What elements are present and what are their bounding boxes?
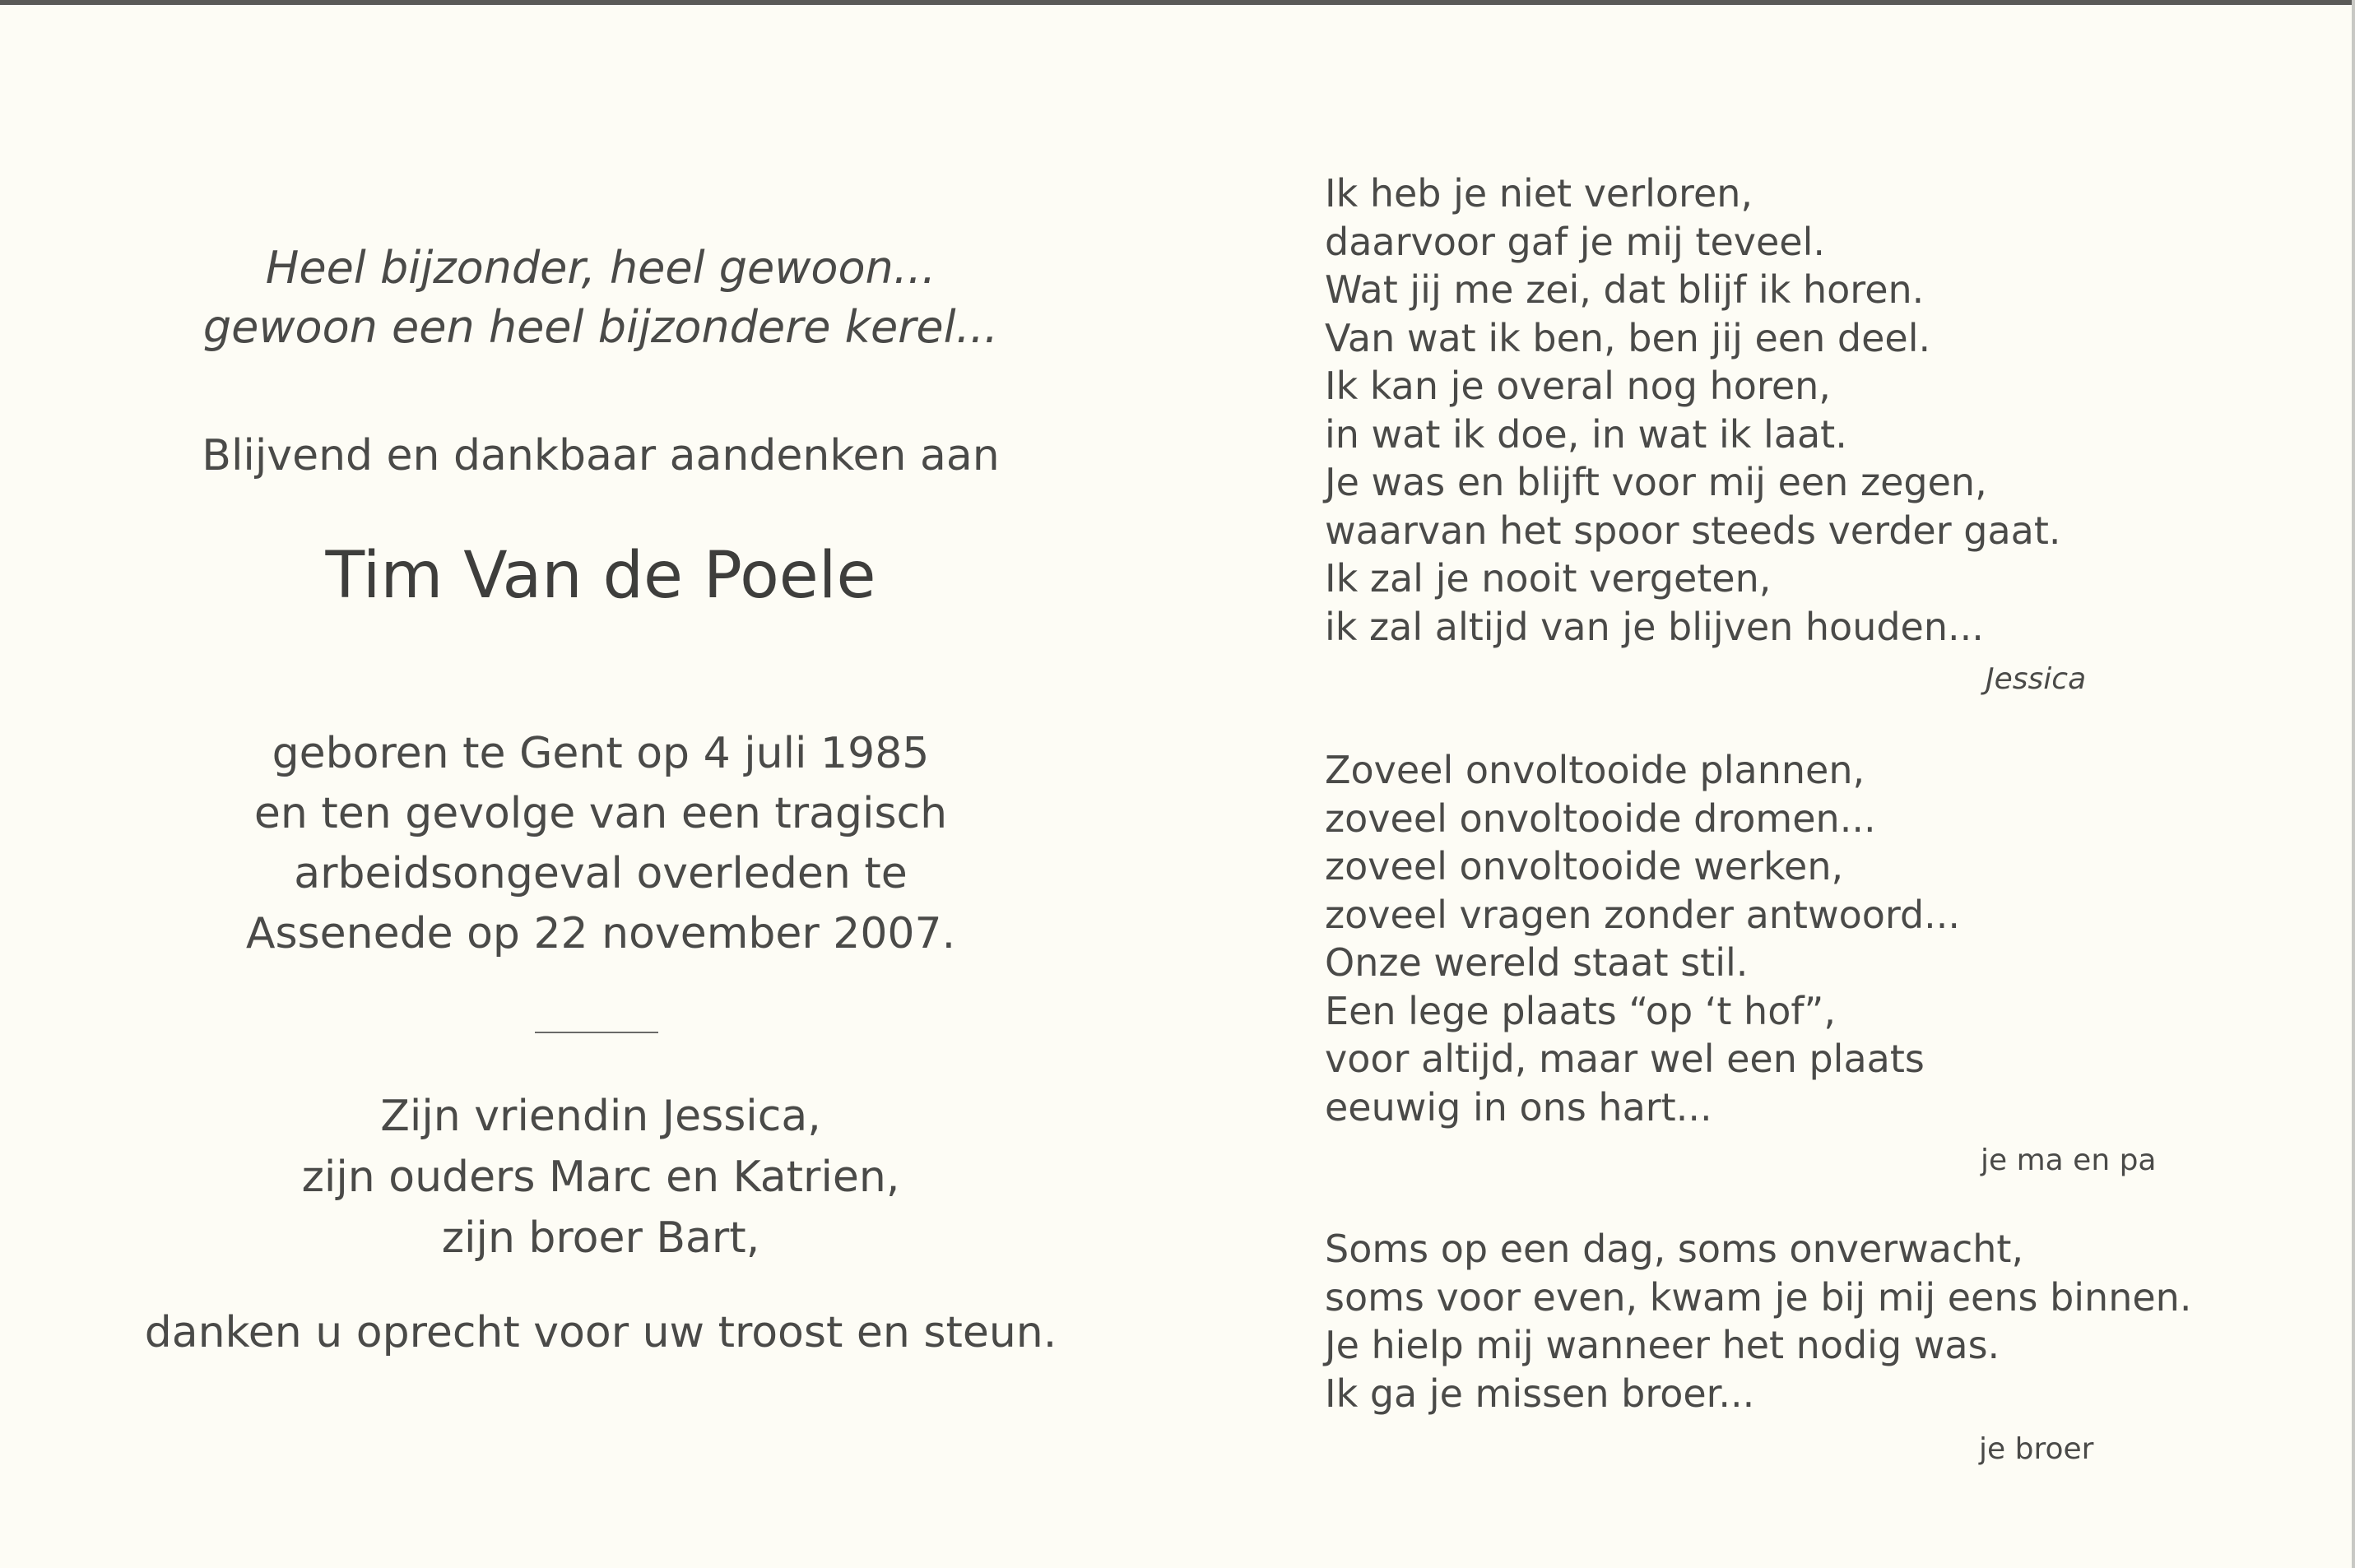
poem-line: Ik kan je overal nog horen, <box>1325 364 1831 408</box>
date-line: geboren te Gent op 4 juli 1985 <box>272 729 930 778</box>
poem-line: Ik zal je nooit vergeten, <box>1325 556 1772 601</box>
date-line: Assenede op 22 november 2007. <box>245 909 956 958</box>
poem-line: zoveel vragen zonder antwoord... <box>1325 892 1961 937</box>
poem-line: Ik ga je missen broer... <box>1325 1371 1755 1416</box>
poem-line: eeuwig in ons hart... <box>1325 1084 1712 1130</box>
family-list <box>132 1086 1070 1269</box>
deceased-name: Tim Van de Poele <box>325 539 876 613</box>
poem-line: Wat jij me zei, dat blijf ik horen. <box>1325 267 1925 312</box>
poem-line: voor altijd, maar wel een plaats <box>1325 1037 1925 1081</box>
poem-line: Zoveel onvoltooide plannen, <box>1325 748 1865 792</box>
right-edge <box>2352 0 2355 1568</box>
poem-line: Ik heb je niet verloren, <box>1325 171 1753 216</box>
poem-line: Je was en blijft voor mij een zegen, <box>1325 460 1987 504</box>
poem-signature: je ma en pa <box>1981 1144 2157 1177</box>
family-line: zijn ouders Marc en Katrien, <box>301 1153 900 1202</box>
poem-signature: Jessica <box>1986 662 2087 696</box>
opening-quote <box>132 239 1070 357</box>
poem-line: Een lege plaats “op ‘t hof”, <box>1325 988 1836 1033</box>
dedication: Blijvend en dankbaar aandenken aan <box>202 431 1000 480</box>
poem-line: Onze wereld staat stil. <box>1325 940 1749 985</box>
birth-death-details <box>132 724 1070 964</box>
poem-jessica <box>1325 169 2230 651</box>
family-line: zijn broer Bart, <box>441 1213 760 1263</box>
poem-line: soms voor even, kwam je bij mij eens binnen. <box>1325 1274 2192 1320</box>
poem-signature: je broer <box>1979 1432 2094 1466</box>
divider <box>535 1032 658 1033</box>
thanks-note: danken u oprecht voor uw troost en steun. <box>144 1308 1057 1357</box>
poem-line: Van wat ik ben, ben jij een deel. <box>1325 315 1931 360</box>
date-line: arbeidsongeval overleden te <box>294 849 908 898</box>
poem-line: Soms op een dag, soms onverwacht, <box>1325 1227 2024 1271</box>
quote-line: Heel bijzonder, heel gewoon... <box>265 242 936 294</box>
poem-brother <box>1325 1225 2230 1417</box>
top-border <box>0 0 2355 5</box>
poem-line: daarvoor gaf je mij teveel. <box>1325 219 1825 264</box>
poem-line: in wat ik doe, in wat ik laat. <box>1325 411 1847 457</box>
family-line: Zijn vriendin Jessica, <box>380 1092 821 1141</box>
poem-parents <box>1325 746 2230 1131</box>
quote-line: gewoon een heel bijzondere kerel... <box>202 301 999 353</box>
poem-line: ik zal altijd van je blijven houden... <box>1325 604 1984 649</box>
poem-line: zoveel onvoltooide werken, <box>1325 844 1844 888</box>
poem-line: zoveel onvoltooide dromen... <box>1325 796 1876 841</box>
poem-line: Je hielp mij wanneer het nodig was. <box>1325 1323 2000 1367</box>
poem-line: waarvan het spoor steeds verder gaat. <box>1325 508 2061 553</box>
date-line: en ten gevolge van een tragisch <box>253 789 948 838</box>
